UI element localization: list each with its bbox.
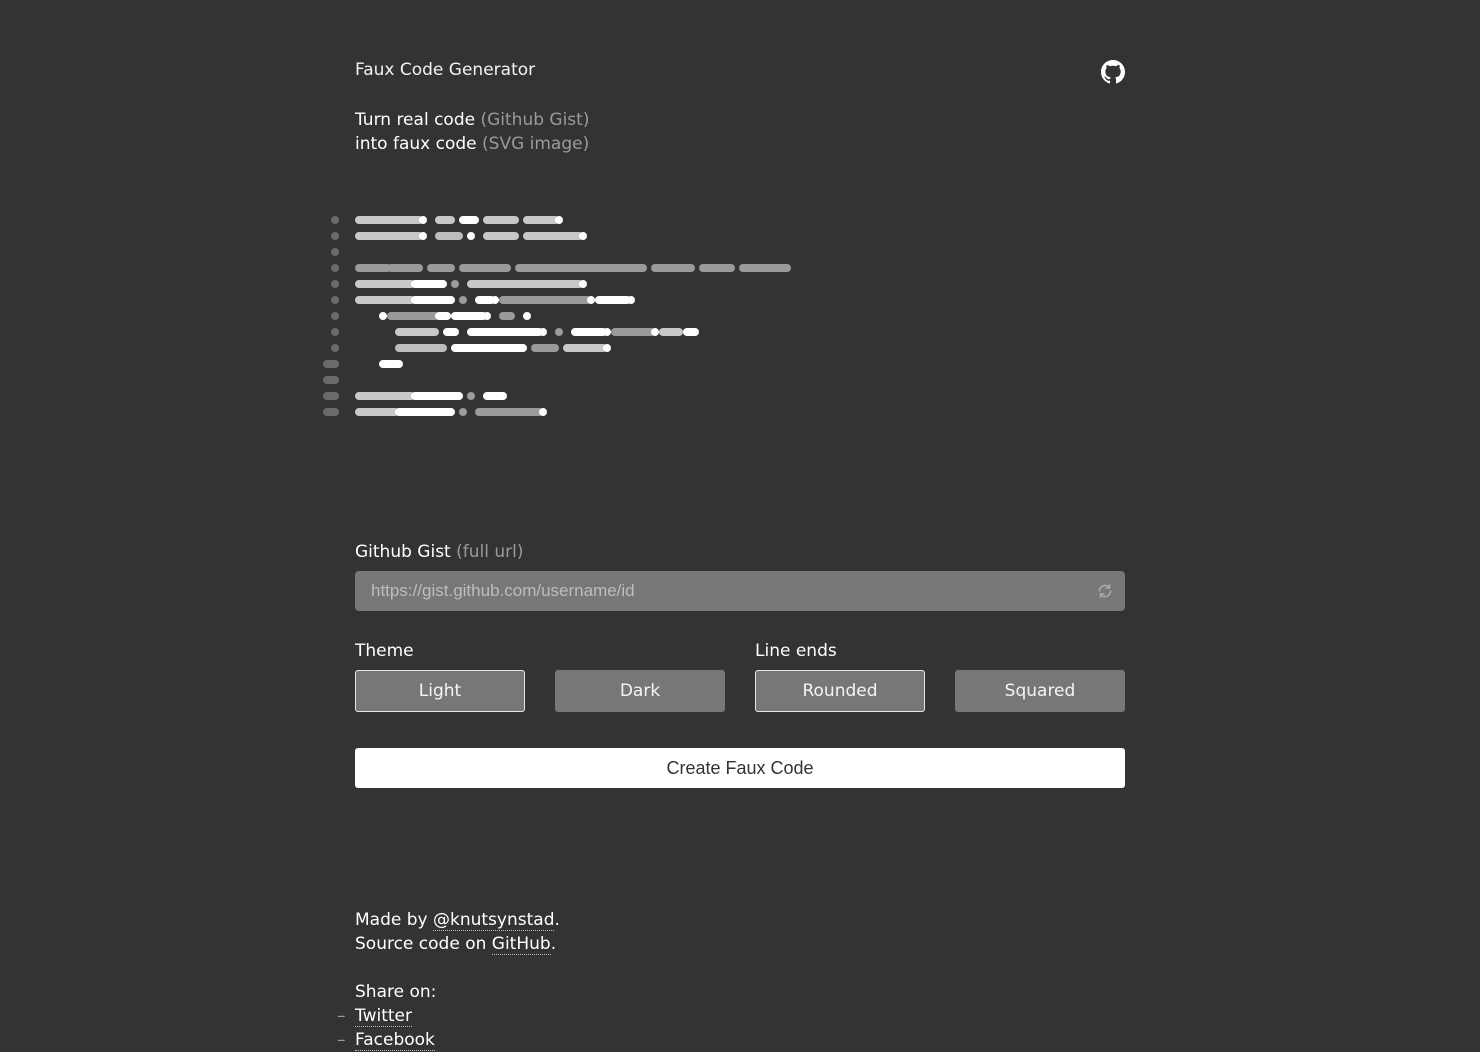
share-list [355, 1004, 560, 1052]
gist-label-main: Github Gist [355, 542, 451, 562]
line-ends-squared-button[interactable]: Squared [955, 670, 1125, 712]
refresh-icon[interactable] [1095, 581, 1115, 601]
footer [355, 908, 560, 1052]
line-ends-rounded-button[interactable]: Rounded [755, 670, 925, 712]
theme-dark-button[interactable]: Dark [555, 670, 725, 712]
gist-label [355, 542, 524, 562]
source-prefix: Source code on [355, 934, 487, 954]
share-item-facebook [355, 1028, 560, 1052]
footer-spacer [355, 956, 560, 980]
theme-label: Theme [355, 641, 414, 661]
gist-label-note: (full url) [456, 542, 524, 562]
gist-input-container [355, 571, 1125, 611]
create-faux-code-button[interactable]: Create Faux Code [355, 748, 1125, 788]
app-title: Faux Code Generator [355, 60, 536, 80]
intro-line-1-main: Turn real code [355, 110, 476, 130]
share-item-twitter [355, 1004, 560, 1028]
share-label: Share on: [355, 982, 437, 1002]
faux-code-image [320, 212, 840, 422]
intro-line-2-main: into faux code [355, 134, 477, 154]
made-by-prefix: Made by [355, 910, 428, 930]
gist-url-input[interactable] [355, 571, 1075, 611]
github-icon[interactable] [1101, 60, 1125, 84]
intro-line-2-note: (SVG image) [482, 134, 590, 154]
intro-text [355, 108, 589, 156]
made-by-period: . [554, 910, 560, 930]
github-source-link[interactable]: GitHub [491, 934, 551, 954]
source-line [355, 932, 560, 956]
theme-light-button[interactable]: Light [355, 670, 525, 712]
line-ends-label: Line ends [755, 641, 837, 661]
intro-line-2 [355, 132, 589, 156]
share-facebook-link[interactable]: Facebook [355, 1030, 435, 1050]
faux-code-preview [320, 212, 840, 422]
author-link[interactable]: @knutsynstad [433, 910, 555, 930]
share-twitter-link[interactable]: Twitter [355, 1006, 412, 1026]
intro-line-1 [355, 108, 589, 132]
source-period: . [550, 934, 557, 954]
intro-line-1-note: (Github Gist) [480, 110, 590, 130]
made-by-line [355, 908, 560, 932]
